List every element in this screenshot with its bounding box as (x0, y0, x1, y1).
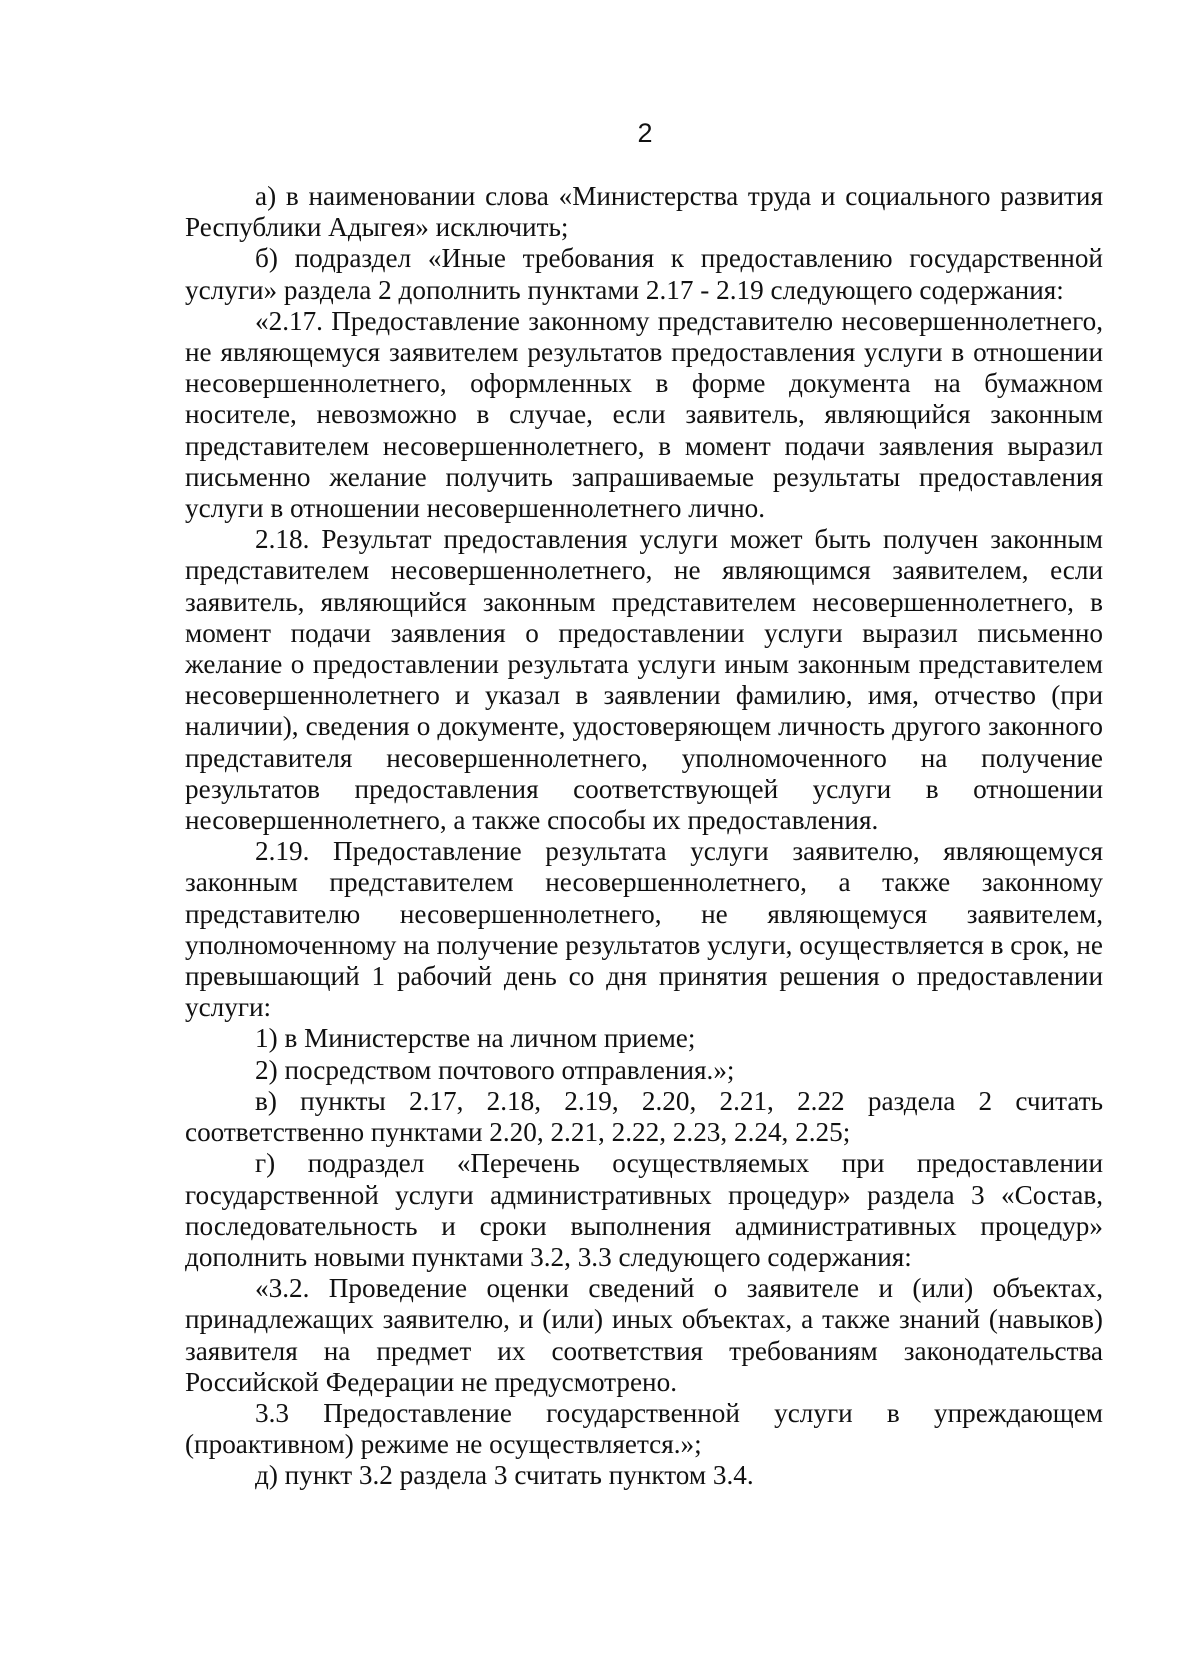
list-item-2: 2) посредством почтового отправления.»; (255, 1054, 735, 1085)
paragraph-b: б) подраздел «Иные требования к предоставлению государственной услуги» раздела 2 дополнить пунктами 2.17 - 2.19 следующего содержания: (185, 243, 1103, 305)
document-body (185, 181, 1103, 1492)
paragraph-2-18: 2.18. Результат предоставления услуги может быть получен законным представителем несовершеннолетнего, не являющимся заявителем, если заявитель, являющийся законным представителем несовершеннолетнего, в момент подачи заявления о предоставлении услуги выразил письменно желание о предоставлении результата услуги иным законным представителем несовершеннолетнего и указал в заявлении фамилию, имя, отчество (при наличии), сведения о документе, удостоверяющем личность другого законного представителя несовершеннолетнего, уполномоченного на получение результатов предоставления соответствующей услуги в отношении несовершеннолетнего, а также способы их предоставления. (185, 524, 1103, 836)
paragraph-d: д) пункт 3.2 раздела 3 считать пунктом 3.4. (255, 1460, 754, 1491)
paragraph-v: в) пункты 2.17, 2.18, 2.19, 2.20, 2.21, 2.22 раздела 2 считать соответственно пунктами 2.20, 2.21, 2.22, 2.23, 2.24, 2.25; (185, 1085, 1103, 1148)
paragraph-3-2: «3.2. Проведение оценки сведений о заявителе и (или) объектах, принадлежащих заявителю, и (или) иных объектах, а также знаний (навыков) заявителя на предмет их соответствия требованиям законодательства Российской Федерации не предусмотрено. (185, 1273, 1103, 1397)
list-item-1: 1) в Министерстве на личном приеме; (255, 1023, 696, 1054)
paragraph-2-19: 2.19. Предоставление результата услуги заявителю, являющемуся законным представителем несовершеннолетнего, а также законному представителю несовершеннолетнего, не являющемуся заявителем, уполномоченному на получение результатов услуги, осуществляется в срок, не превышающий 1 рабочий день со дня принятия решения о предоставлении услуги: (185, 836, 1103, 1023)
paragraph-2-17: «2.17. Предоставление законному представителю несовершеннолетнего, не являющемуся заявителем результатов предоставления услуги в отношении несовершеннолетнего, оформленных в форме документа на бумажном носителе, невозможно в случае, если заявитель, являющийся законным представителем несовершеннолетнего, в момент подачи заявления выразил письменно желание получить запрашиваемые результаты предоставления услуги в отношении несовершеннолетнего лично. (185, 305, 1103, 524)
page-number: 2 (637, 118, 653, 148)
paragraph-g: г) подраздел «Перечень осуществляемых при предоставлении государственной услуги административных процедур» раздела 3 «Состав, последовательность и сроки выполнения административных процедур» дополнить новыми пунктами 3.2, 3.3 следующего содержания: (185, 1148, 1103, 1272)
paragraph-a: а) в наименовании слова «Министерства труда и социального развития Республики Адыгея» исключить; (185, 181, 1103, 243)
paragraph-3-3: 3.3 Предоставление государственной услуги в упреждающем (проактивном) режиме не осуществляется.»; (185, 1397, 1103, 1460)
